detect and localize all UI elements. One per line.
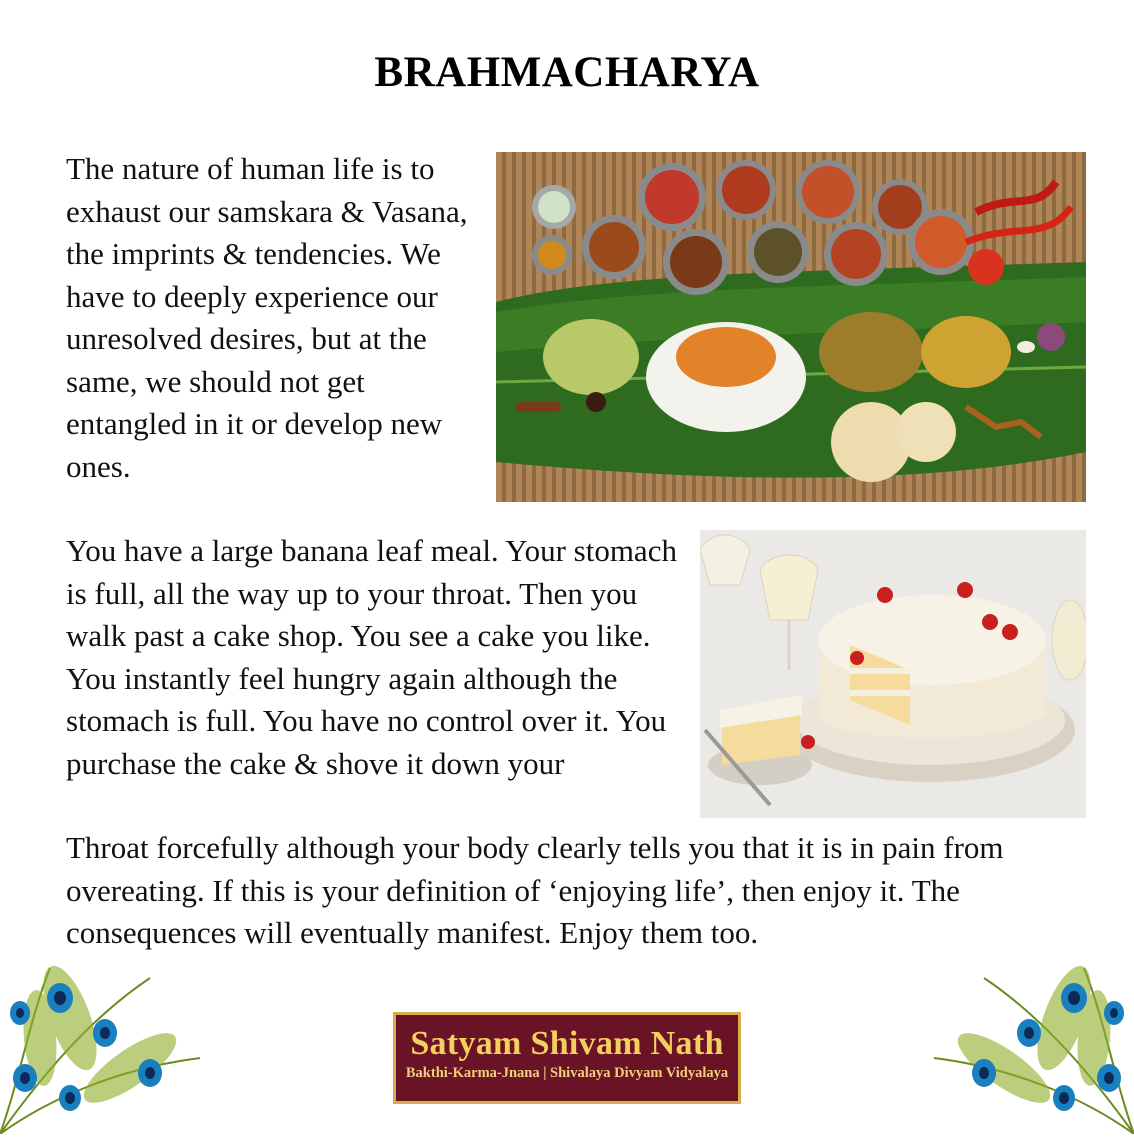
paragraph-banana-leaf: You have a large banana leaf meal. Your stomach is full, all the way up to your throat. Then you walk past a cake shop. You see a cake you like. You instantly feel hungry again although the stomach is full. You have no control over it. You purchase the cake & shove it down your (66, 533, 677, 781)
banana-leaf-meal-image (496, 152, 1086, 502)
cake-image (700, 530, 1086, 818)
peacock-feather-right-icon (924, 958, 1134, 1134)
peacock-feather-left-icon (0, 958, 210, 1134)
brand-logo (393, 1012, 741, 1104)
paragraph-conclusion: Throat forcefully although your body clearly tells you that it is in pain from overeating. If this is your definition of ‘enjoying life’, then enjoy it. The consequences will eventually manifest. Enjoy them too. (66, 830, 1004, 950)
paragraph-intro: The nature of human life is to exhaust our samskara & Vasana, the imprints & tendencies. We have to deeply experience our unresolved desires, but at the same, we should not get entangled in it or develop new ones. (66, 151, 468, 484)
logo-name: Satyam Shivam Nath (410, 1025, 724, 1062)
page-title: BRAHMACHARYA (374, 49, 760, 96)
logo-tagline: Bakthi-Karma-Jnana | Shivalaya Divyam Vidyalaya (405, 1065, 729, 1081)
